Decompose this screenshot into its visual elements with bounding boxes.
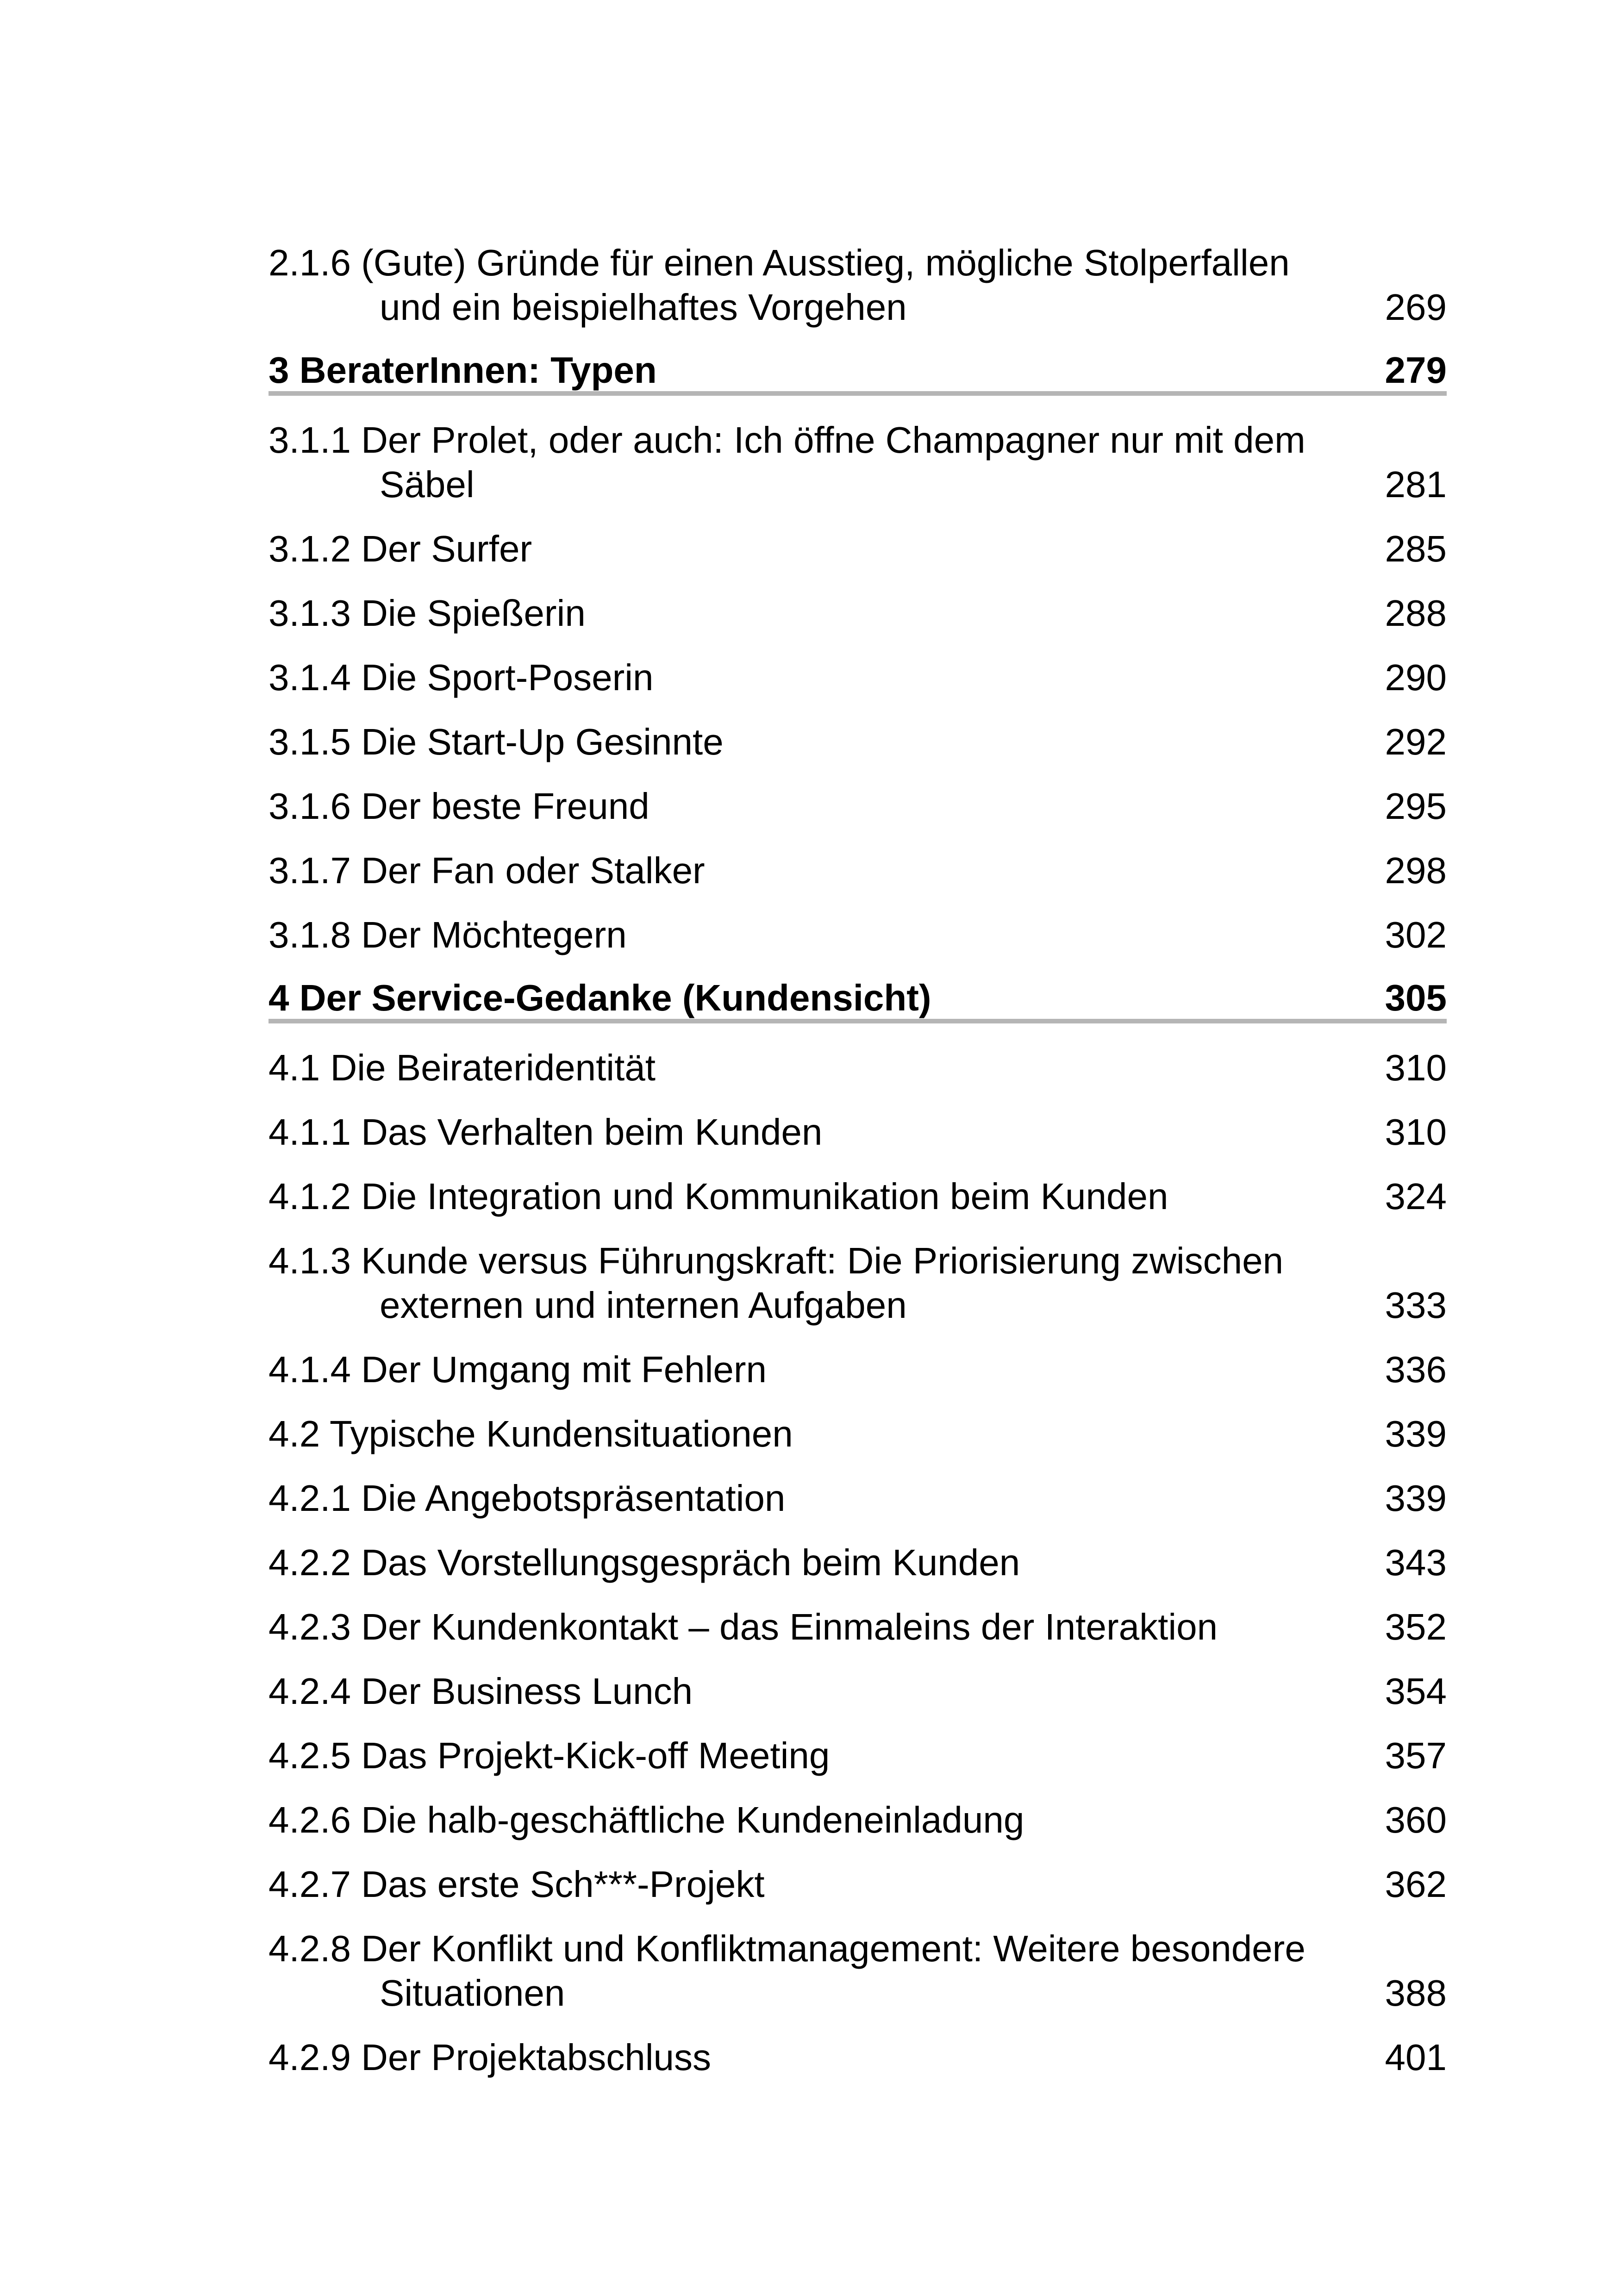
toc-entry-title: 4.2.7 Das erste Sch***-Projekt [269,1864,765,1905]
toc-entry-title: 4.2 Typische Kundensituationen [269,1413,793,1454]
toc-entry [269,1734,1447,1778]
toc-entry-title: 3.1.2 Der Surfer [269,528,532,569]
toc-entry-page: 310 [1385,1047,1447,1088]
toc-entry [269,848,1447,893]
toc-entry [269,527,1447,571]
toc-entry [269,1669,1447,1714]
toc-entry-title: 4 Der Service-Gedanke (Kundensicht) [269,977,931,1018]
toc-entry [269,720,1447,764]
toc-entry [269,1798,1447,1842]
toc-entry [269,418,1447,507]
toc-entry-page: 305 [1385,977,1447,1018]
toc-entry-page: 388 [1385,1972,1447,2014]
toc-entry [269,1412,1447,1456]
toc-entry-page: 343 [1385,1542,1447,1583]
toc-entry-page: 302 [1385,914,1447,955]
toc-entry-title: 4.1 Die Beirateridentität [269,1047,656,1088]
toc-entry-title: 4.2.2 Das Vorstellungsgespräch beim Kunden [269,1542,1020,1583]
toc-entry-title: 4.2.5 Das Projekt-Kick-off Meeting [269,1735,830,1776]
toc-entry-page: 285 [1385,528,1447,569]
toc-entry [269,913,1447,957]
toc-entry [269,1046,1447,1090]
toc-entry-title: 2.1.6 (Gute) Gründe für einen Ausstieg, mögliche Stolperfallen und ein beispielhaftes Vorgehen [269,242,1290,328]
toc-entry-title: 4.2.4 Der Business Lunch [269,1671,693,1712]
toc-entry [269,1605,1447,1649]
toc-entry-title: 4.2.9 Der Projektabschluss [269,2037,712,2078]
toc-entry-page: 352 [1385,1606,1447,1647]
toc-entry-page: 295 [1385,786,1447,827]
toc-entry-page: 281 [1385,464,1447,505]
toc-entry-title: 3.1.4 Die Sport-Poserin [269,657,654,698]
toc-entry [269,1540,1447,1585]
toc-entry-page: 339 [1385,1413,1447,1454]
toc-entry-page: 290 [1385,657,1447,698]
toc-entry-title: 3.1.3 Die Spießerin [269,592,586,634]
toc-entry-title: 4.2.6 Die halb-geschäftliche Kundeneinladung [269,1799,1024,1840]
toc-entry-title: 4.1.4 Der Umgang mit Fehlern [269,1349,767,1390]
toc-entry [269,784,1447,829]
toc-entry-title: 4.1.3 Kunde versus Führungskraft: Die Priorisierung zwischen externen und internen Aufgaben [269,1240,1284,1326]
toc-entry-title: 3.1.8 Der Möchtegern [269,914,627,955]
toc-entry [269,1347,1447,1392]
toc-chapter-heading [269,977,1447,1023]
toc-entry-title: 4.2.8 Der Konflikt und Konfliktmanagement: Weitere besondere Situationen [269,1928,1305,2014]
toc-chapter-heading [269,349,1447,396]
table-of-contents [269,241,1447,2100]
toc-entry-page: 324 [1385,1176,1447,1217]
toc-entry-page: 336 [1385,1349,1447,1390]
toc-entry-page: 310 [1385,1111,1447,1153]
toc-entry-page: 292 [1385,721,1447,762]
toc-entry-title: 3 BeraterInnen: Typen [269,349,657,391]
toc-entry [269,241,1447,330]
toc-entry [269,1476,1447,1521]
toc-entry-title: 3.1.6 Der beste Freund [269,786,650,827]
toc-entry-title: 4.1.1 Das Verhalten beim Kunden [269,1111,823,1153]
toc-entry-page: 339 [1385,1478,1447,1519]
toc-entry-page: 354 [1385,1671,1447,1712]
toc-entry-title: 3.1.1 Der Prolet, oder auch: Ich öffne Champagner nur mit dem Säbel [269,419,1305,505]
toc-entry-page: 279 [1385,349,1447,391]
toc-entry [269,2035,1447,2080]
toc-entry-page: 298 [1385,850,1447,891]
toc-entry-page: 333 [1385,1285,1447,1326]
toc-entry-title: 4.2.3 Der Kundenkontakt – das Einmaleins der Interaktion [269,1606,1218,1647]
toc-entry-page: 269 [1385,287,1447,328]
toc-entry-title: 4.1.2 Die Integration und Kommunikation beim Kunden [269,1176,1168,1217]
toc-entry-page: 357 [1385,1735,1447,1776]
toc-entry-page: 288 [1385,592,1447,634]
toc-entry [269,1110,1447,1154]
toc-entry-title: 4.2.1 Die Angebotspräsentation [269,1478,786,1519]
toc-entry-page: 401 [1385,2037,1447,2078]
toc-entry [269,655,1447,700]
toc-entry-page: 360 [1385,1799,1447,1840]
toc-entry [269,1174,1447,1219]
toc-entry-title: 3.1.7 Der Fan oder Stalker [269,850,705,891]
toc-entry [269,591,1447,636]
toc-entry-title: 3.1.5 Die Start-Up Gesinnte [269,721,724,762]
toc-entry [269,1862,1447,1907]
toc-entry [269,1239,1447,1328]
toc-entry [269,1927,1447,2015]
toc-entry-page: 362 [1385,1864,1447,1905]
